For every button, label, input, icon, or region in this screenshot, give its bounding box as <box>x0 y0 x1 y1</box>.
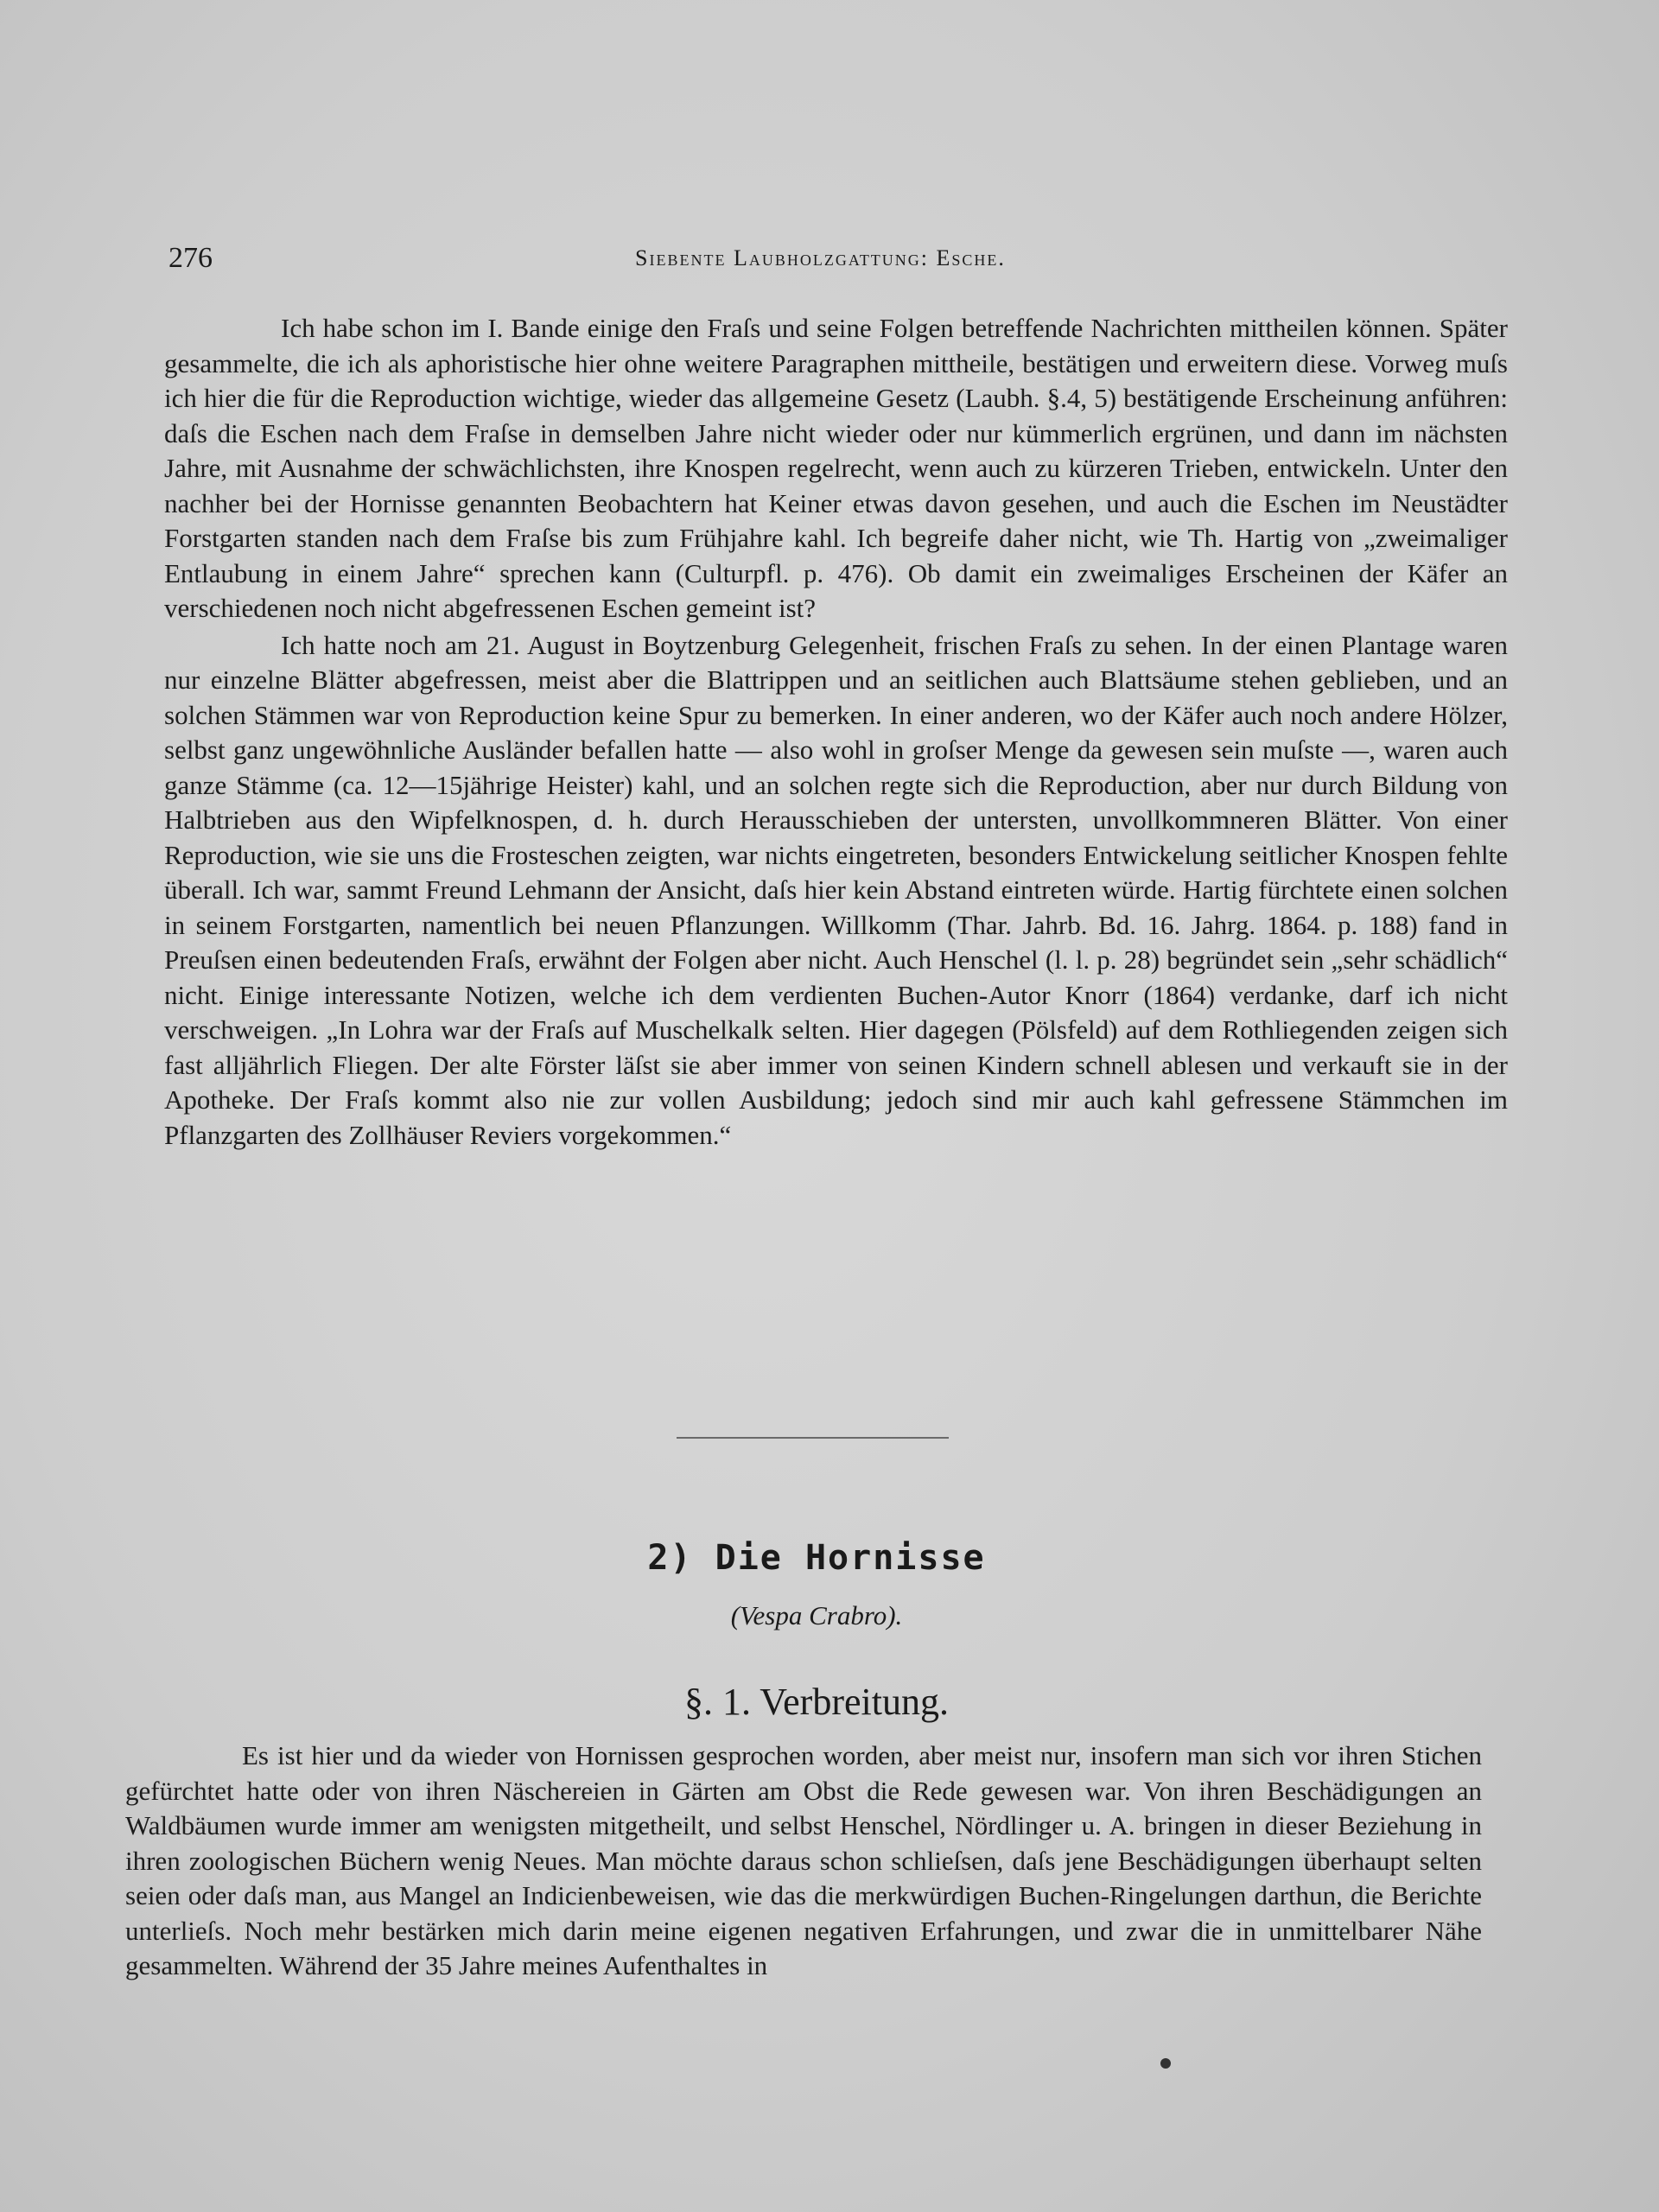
page-number: 276 <box>168 242 213 274</box>
subsection-title: §. 1. Verbreitung. <box>684 1681 949 1723</box>
running-head: Siebente Laubholzgattung: Esche. <box>635 245 1006 270</box>
section-divider <box>677 1437 949 1439</box>
ink-speck <box>1160 2058 1171 2069</box>
paragraph-hornisse-verbreitung: Es ist hier und da wieder von Hornissen gesprochen worden, aber meist nur, insofern man sich vor ihren Stichen gefürchtet hatte oder von ihren Näschereien in Gärten am Obst die Rede gewesen war. Von ihren Beschädigungen an Waldbäumen wurde immer am wenigsten mitgetheilt, und selbst Henschel, Nördlinger u. A. bringen in dieser Beziehung in ihren zoologischen Büchern wenig Neues. Man möchte daraus schon schlieſsen, daſs jene Beschädigungen überhaupt selten seien oder daſs man, aus Mangel an Indicienbeweisen, wie das die merkwürdigen Buchen-Ringelungen darthun, die Berichte unterlieſs. Noch mehr bestärken mich darin meine eigenen negativen Erfahrungen, und zwar die in unmittelbarer Nähe gesammelten. Während der 35 Jahre meines Aufenthaltes in <box>125 1740 1482 1980</box>
body-text-top <box>164 311 1508 1153</box>
page-header <box>168 235 1491 278</box>
paragraph-boytzenburg-observation: Ich hatte noch am 21. August in Boytzenburg Gelegenheit, frischen Fraſs zu sehen. In der einen Plantage waren nur einzelne Blätter abgefressen, meist aber die Blattrippen und an seitlichen auch Blattsäume stehen geblieben, und an solchen Stämmen war von Reproduction keine Spur zu bemerken. In einer anderen, wo der Käfer auch noch andere Hölzer, selbst ganz ungewöhnliche Ausländer befallen hatte — also wohl in groſser Menge da gewesen sein muſste —, waren auch ganze Stämme (ca. 12—15jährige Heister) kahl, und an solchen regte sich die Reproduction, aber nur durch Bildung von Halbtrieben aus den Wipfelknospen, d. h. durch Herausschieben der untersten, unvollkommneren Blätter. Von einer Reproduction, wie sie uns die Frosteschen zeigten, war nichts eingetreten, besonders Entwickelung seitlicher Knospen fehlte überall. Ich war, sammt Freund Lehmann der Ansicht, daſs hier kein Abstand eintreten würde. Hartig fürchtete einen solchen in seinem Forstgarten, namentlich bei neuen Pflanzungen. Willkomm (Thar. Jahrb. Bd. 16. Jahrg. 1864. p. 188) fand in Preuſsen einen bedeutenden Fraſs, erwähnt der Folgen aber nicht. Auch Henschel (l. l. p. 28) begründet sein „sehr schädlich“ nicht. Einige interessante Notizen, welche ich dem verdienten Buchen-Autor Knorr (1864) verdanke, darf ich nicht verschweigen. „In Lohra war der Fraſs auf Muschelkalk selten. Hier dagegen (Pölsfeld) auf dem Rothliegenden zeigen sich fast alljährlich Fliegen. Der alte Förster läſst sie aber immer von seinen Kindern schnell ablesen und verkauft sie in der Apotheke. Der Fraſs kommt also nie zur vollen Ausbildung; jedoch sind mir auch kahl gefressene Stämmchen im Pflanzgarten des Zollhäuser Reviers vorgekommen.“ <box>164 629 1508 1150</box>
section-subtitle: (Vespa Crabro). <box>730 1600 903 1630</box>
paragraph-eschen-reproduction: Ich habe schon im I. Bande einige den Fraſs und seine Folgen betreffende Nachrichten mittheilen können. Später gesammelte, die ich als aphoristische hier ohne weitere Paragraphen mittheile, bestätigen und erweitern diese. Vorweg muſs ich hier die für die Reproduction wichtige, wieder das allgemeine Gesetz (Laubh. §.4, 5) bestätigende Erscheinung anführen: daſs die Eschen nach dem Fraſse in demselben Jahre nicht wieder oder nur kümmerlich ergrünen, und dann im nächsten Jahre, mit Ausnahme der schwächlichsten, ihre Knospen regelrecht, wenn auch zu kürzeren Trieben, entwickeln. Unter den nachher bei der Hornisse genannten Beobachtern hat Keiner etwas davon gesehen, und auch die Eschen im Neustädter Forstgarten standen nach dem Fraſse bis zum Frühjahre kahl. Ich begreife daher nicht, wie Th. Hartig von „zweimaliger Entlaubung in einem Jahre“ sprechen kann (Culturpfl. p. 476). Ob damit ein zweimaliges Erscheinen der Käfer an verschiedenen noch nicht abgefressenen Eschen gemeint ist? <box>164 313 1508 623</box>
section-title: 2) Die Hornisse <box>647 1538 986 1578</box>
body-text-bottom <box>125 1738 1482 1984</box>
